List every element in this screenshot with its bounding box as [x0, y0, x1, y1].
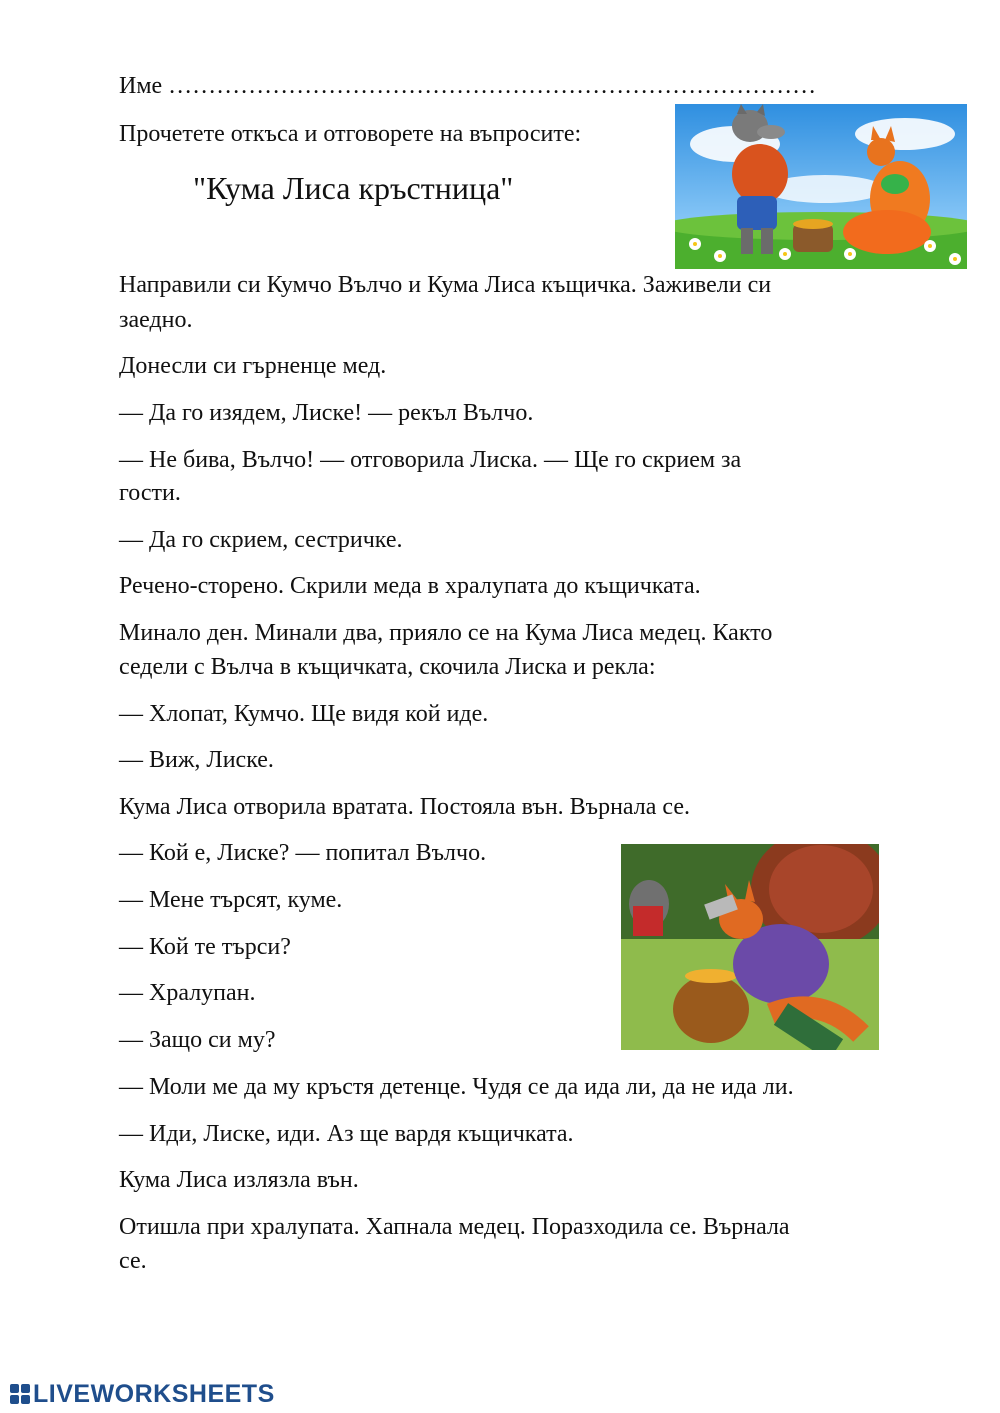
story-paragraph: Минало ден. Минали два, прияло се на Кума Лиса медец. Както — [119, 620, 773, 646]
wolf-and-fox-illustration — [675, 104, 967, 269]
story-paragraph: — Хлопат, Кумчо. Ще видя кой иде. — [119, 701, 489, 727]
story-paragraph: — Да го скрием, сестричке. — [119, 527, 403, 553]
story-paragraph: седели с Вълча в къщичката, скочила Лиска и рекла: — [119, 654, 656, 680]
story-paragraph: Направили си Кумчо Вълчо и Кума Лиса къщичка. Заживели си — [119, 272, 772, 298]
story-paragraph: — Иди, Лиске, иди. Аз ще вардя къщичката. — [119, 1121, 574, 1147]
story-paragraph: Кума Лиса отворила вратата. Постояла вън. Върнала се. — [119, 794, 691, 820]
story-paragraph: Отишла при хралупата. Хапнала медец. Поразходила се. Върнала — [119, 1214, 790, 1240]
story-title: "Кума Лиса кръстница" — [193, 170, 514, 206]
story-paragraph: — Кой е, Лиске? — попитал Вълчо. — [119, 840, 487, 866]
fox-eating-honey-illustration — [621, 844, 879, 1050]
story-paragraph: — Защо си му? — [119, 1027, 276, 1053]
logo-text: LIVEWORKSHEETS — [33, 1379, 275, 1408]
story-paragraph: Кума Лиса излязла вън. — [119, 1167, 359, 1193]
story-paragraph: — Не бива, Вълчо! — отговорила Лиска. — Ще го скрием за — [119, 447, 742, 473]
story-paragraph: се. — [119, 1248, 147, 1274]
name-field-line: Име ……………………………………………………………………… — [119, 73, 817, 99]
story-paragraph: Донесли си гърненце мед. — [119, 353, 387, 379]
story-paragraph: — Виж, Лиске. — [119, 747, 274, 773]
logo-grid-icon — [10, 1384, 30, 1404]
story-paragraph: заедно. — [119, 307, 193, 333]
story-paragraph: Речено-сторено. Скрили меда в хралупата до къщичката. — [119, 573, 701, 599]
story-paragraph: — Мене търсят, куме. — [119, 887, 343, 913]
liveworksheets-logo — [10, 1380, 275, 1408]
story-paragraph: — Кой те търси? — [119, 934, 291, 960]
story-paragraph: — Хралупан. — [119, 980, 256, 1006]
instruction-text: Прочетете откъса и отговорете на въпросите: — [119, 121, 582, 147]
story-paragraph: — Да го изядем, Лиске! — рекъл Вълчо. — [119, 400, 534, 426]
story-paragraph: гости. — [119, 480, 181, 506]
story-paragraph: — Моли ме да му кръстя детенце. Чудя се да ида ли, да не ида ли. — [119, 1074, 794, 1100]
